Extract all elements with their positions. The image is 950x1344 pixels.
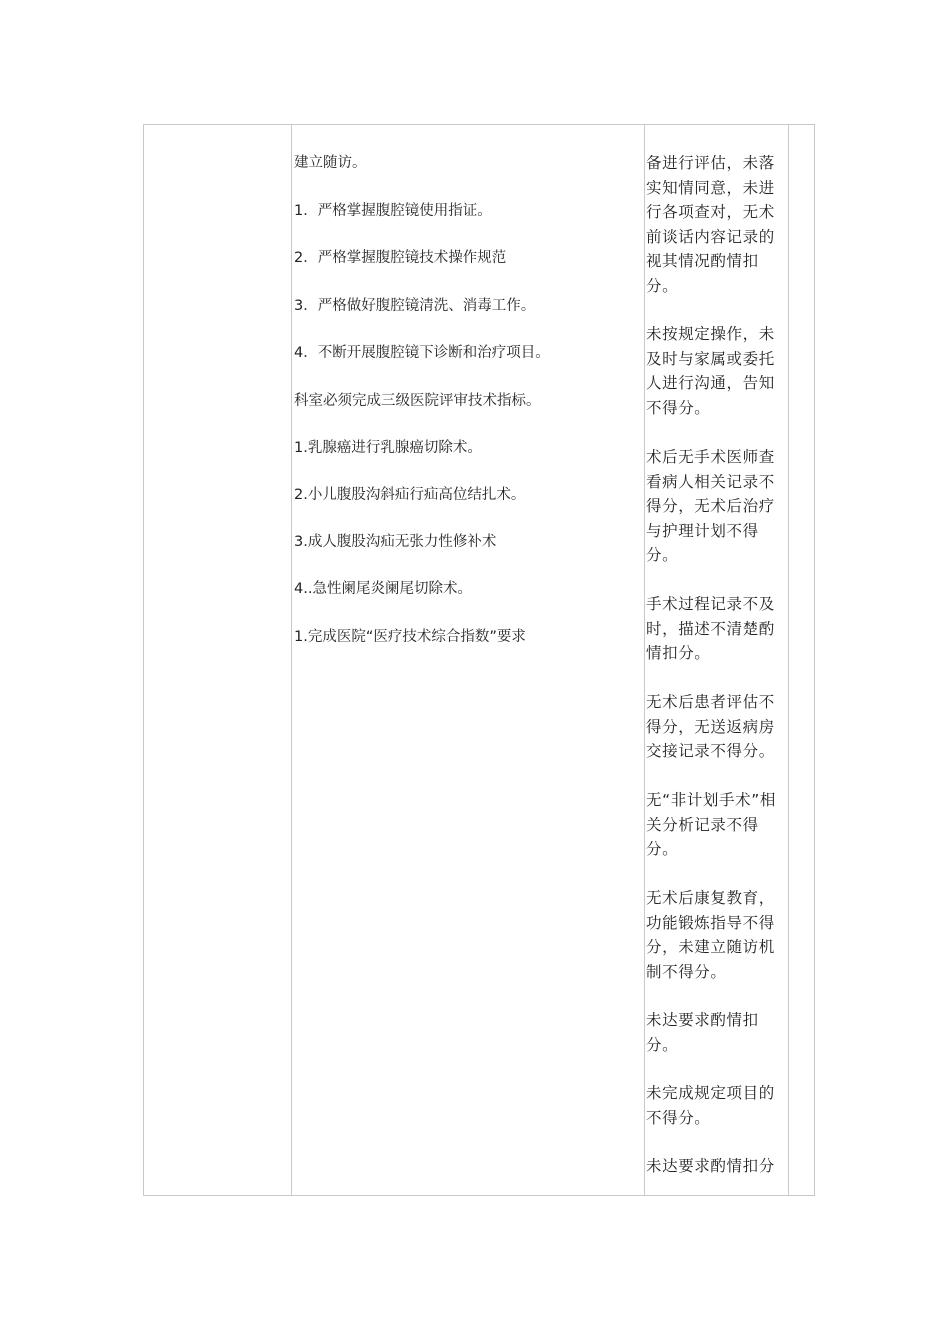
scoring-rule: 未按规定操作，未及时与家属或委托人进行沟通，告知不得分。 — [646, 325, 775, 417]
scoring-rule: 无术后患者评估不得分，无送返病房交接记录不得分。 — [646, 693, 775, 760]
scoring-rule: 未完成规定项目的不得分。 — [646, 1084, 775, 1127]
content-line: 1.完成医院“医疗技术综合指数”要求 — [294, 629, 526, 645]
column-divider — [291, 125, 292, 1195]
content-line: 2.小儿腹股沟斜疝行疝高位结扎术。 — [294, 487, 526, 503]
content-line: 1.乳腺癌进行乳腺癌切除术。 — [294, 440, 482, 456]
scoring-rule: 手术过程记录不及时，描述不清楚酌情扣分。 — [646, 595, 775, 662]
content-line: 1．严格掌握腹腔镜使用指证。 — [294, 203, 492, 219]
content-line: 建立随访。 — [294, 155, 367, 171]
standards-table — [143, 124, 815, 1196]
content-line: 3.成人腹股沟疝无张力性修补术 — [294, 534, 497, 550]
scoring-rule: 备进行评估，未落实知情同意，未进行各项查对，无术前谈话内容记录的视其情况酌情扣分。 — [646, 154, 775, 295]
column-divider — [788, 125, 789, 1195]
content-line: 科室必须完成三级医院评审技术指标。 — [294, 393, 541, 409]
scoring-rule: 术后无手术医师查看病人相关记录不得分，无术后治疗与护理计划不得分。 — [646, 448, 775, 564]
content-line: 4..急性阑尾炎阑尾切除术。 — [294, 581, 472, 597]
scoring-rule: 无术后康复教育，功能锻炼指导不得分，未建立随访机制不得分。 — [646, 889, 775, 981]
content-line: 4．不断开展腹腔镜下诊断和治疗项目。 — [294, 345, 550, 361]
scoring-rule: 未达要求酌情扣分。 — [646, 1011, 759, 1054]
content-line: 3．严格做好腹腔镜清洗、消毒工作。 — [294, 298, 536, 314]
column-divider — [644, 125, 645, 1195]
scoring-rule: 未达要求酌情扣分 — [646, 1157, 775, 1175]
content-line: 2．严格掌握腹腔镜技术操作规范 — [294, 250, 507, 266]
scoring-rule: 无“非计划手术”相关分析记录不得分。 — [646, 791, 776, 858]
